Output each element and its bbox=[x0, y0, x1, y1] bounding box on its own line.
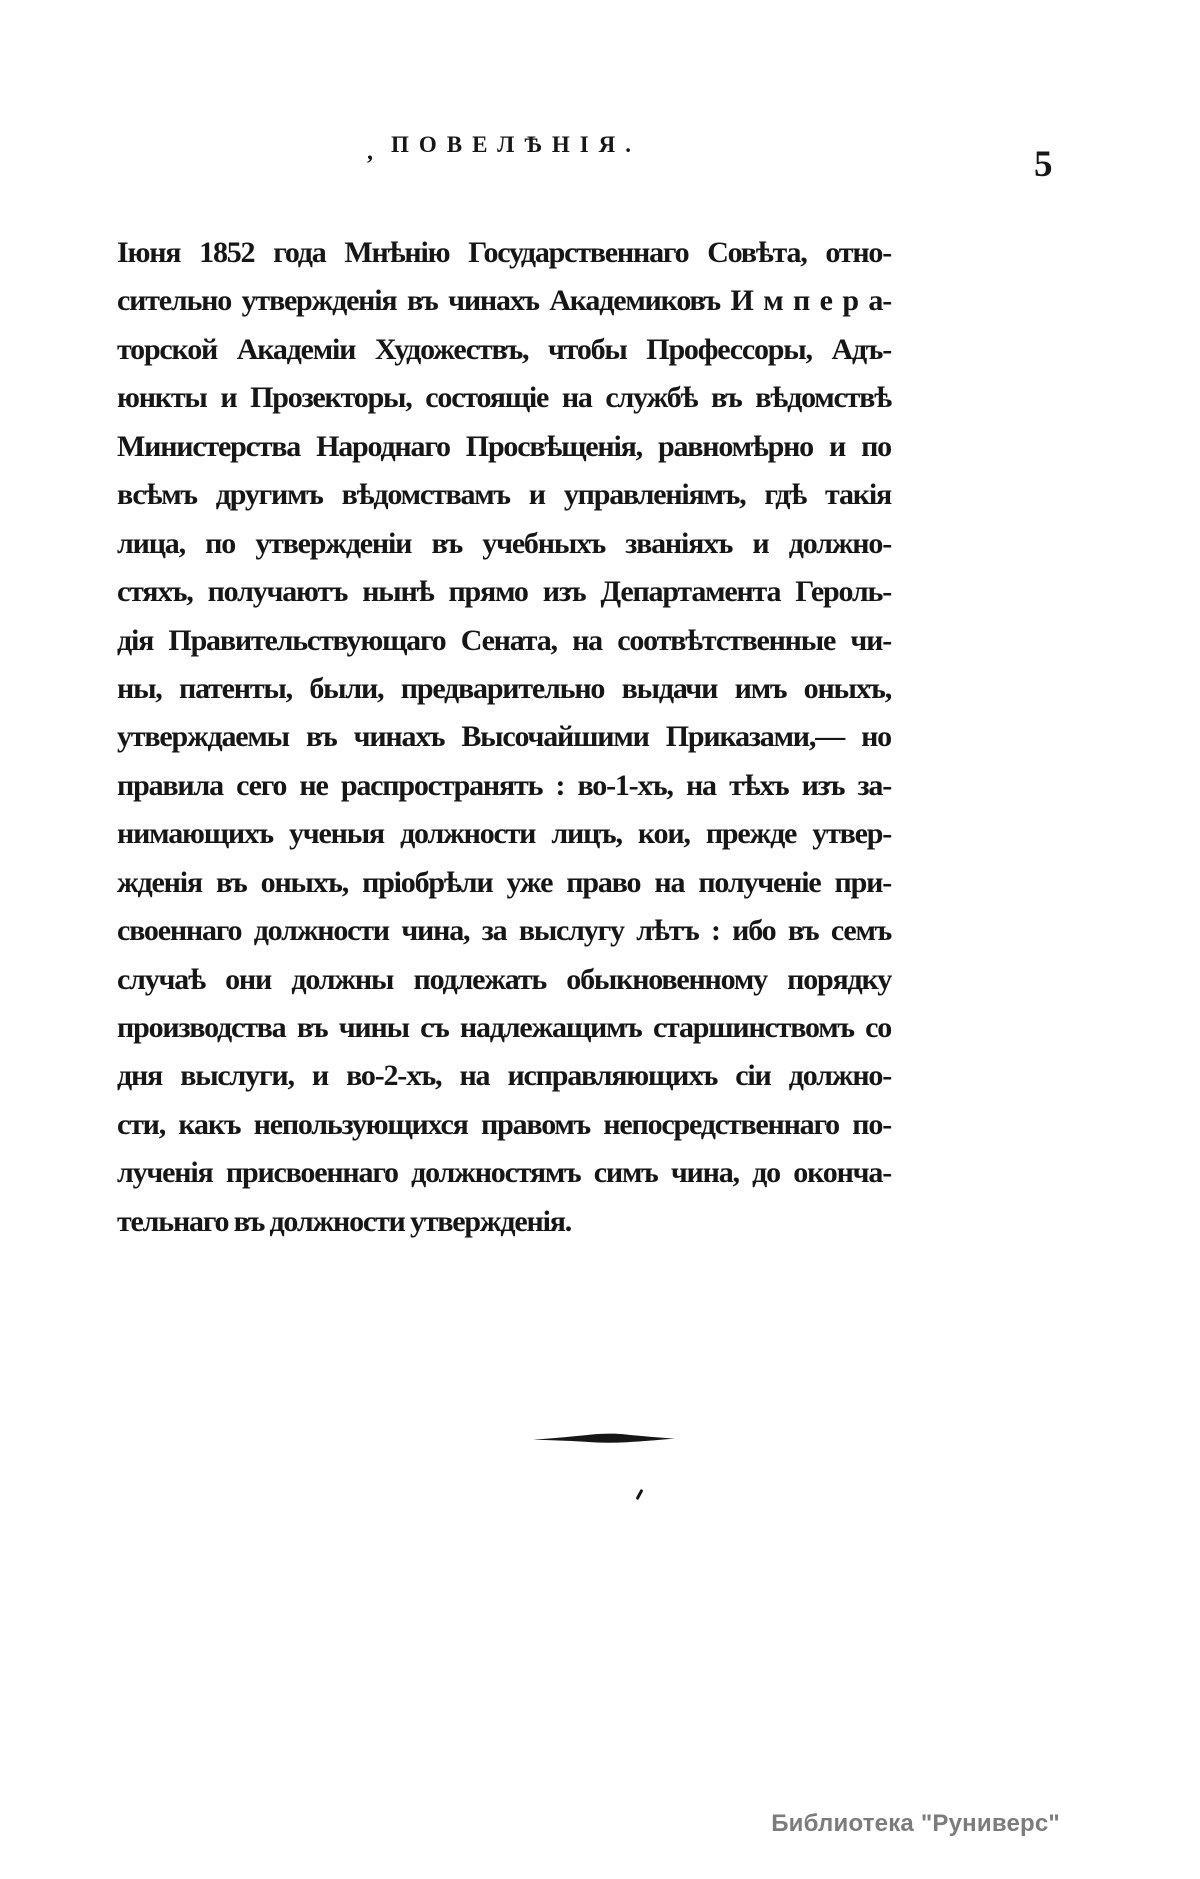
text-line: юнкты и Прозекторы, состоящіе на службѣ въ вѣдомствѣ bbox=[117, 381, 891, 415]
text-line: утверждаемы въ чинахъ Высочайшими Приказами,— но bbox=[117, 720, 891, 754]
text-line: тельнаго въ должности утвержденія. bbox=[117, 1204, 572, 1238]
text-line: лица, по утвержденіи въ учебныхъ званіяхъ и должно- bbox=[117, 526, 891, 560]
text-line: лученія присвоеннаго должностямъ симъ чина, до оконча- bbox=[117, 1156, 891, 1190]
running-head bbox=[118, 132, 890, 165]
text-line: Министерства Народнаго Просвѣщенія, равномѣрно и по bbox=[117, 429, 891, 463]
text-line: случаѣ они должны подлежать обыкновенному порядку bbox=[117, 962, 891, 996]
text-line: нимающихъ ученыя должности лицъ, кои, прежде утвер- bbox=[117, 817, 891, 851]
page-title: ПОВЕЛѢНІЯ. bbox=[390, 132, 642, 157]
decree-text bbox=[117, 229, 891, 1246]
stray-ink-mark bbox=[636, 1489, 644, 1500]
text-line: дня выслуги, и во-2-хъ, на исправляющихъ сіи должно- bbox=[117, 1059, 891, 1093]
text-line: всѣмъ другимъ вѣдомствамъ и управленіямъ, гдѣ такія bbox=[117, 478, 891, 512]
text-line: своеннаго должности чина, за выслугу лѣтъ : ибо въ семъ bbox=[117, 914, 891, 948]
text-line: стяхъ, получаютъ нынѣ прямо изъ Департамента Героль- bbox=[117, 575, 891, 609]
text-line: Іюня 1852 года Мнѣнію Государственнаго Совѣта, отно- bbox=[117, 236, 891, 269]
page-number: 5 bbox=[1034, 144, 1053, 185]
ornament-divider-icon bbox=[533, 1430, 675, 1448]
text-line: сти, какъ непользующихся правомъ непосредственнаго по- bbox=[117, 1107, 891, 1141]
text-line: правила сего не распространять : во-1-хъ, на тѣхъ изъ за- bbox=[117, 768, 891, 802]
text-line: жденія въ оныхъ, пріобрѣли уже право на полученіе при- bbox=[117, 865, 891, 899]
text-line: торской Академіи Художествъ, чтобы Профессоры, Адъ- bbox=[117, 332, 891, 366]
text-line: ны, патенты, были, предварительно выдачи имъ оныхъ, bbox=[117, 671, 891, 705]
library-watermark: Библиотека "Руниверс" bbox=[771, 1810, 1060, 1837]
text-line: дія Правительствующаго Сената, на соотвѣтственные чи- bbox=[117, 623, 891, 657]
text-line: сительно утвержденія въ чинахъ Академиковъ И м п е р а- bbox=[117, 284, 891, 318]
stray-comma-mark: , bbox=[366, 139, 373, 165]
text-line: производства въ чины съ надлежащимъ старшинствомъ со bbox=[117, 1011, 891, 1044]
